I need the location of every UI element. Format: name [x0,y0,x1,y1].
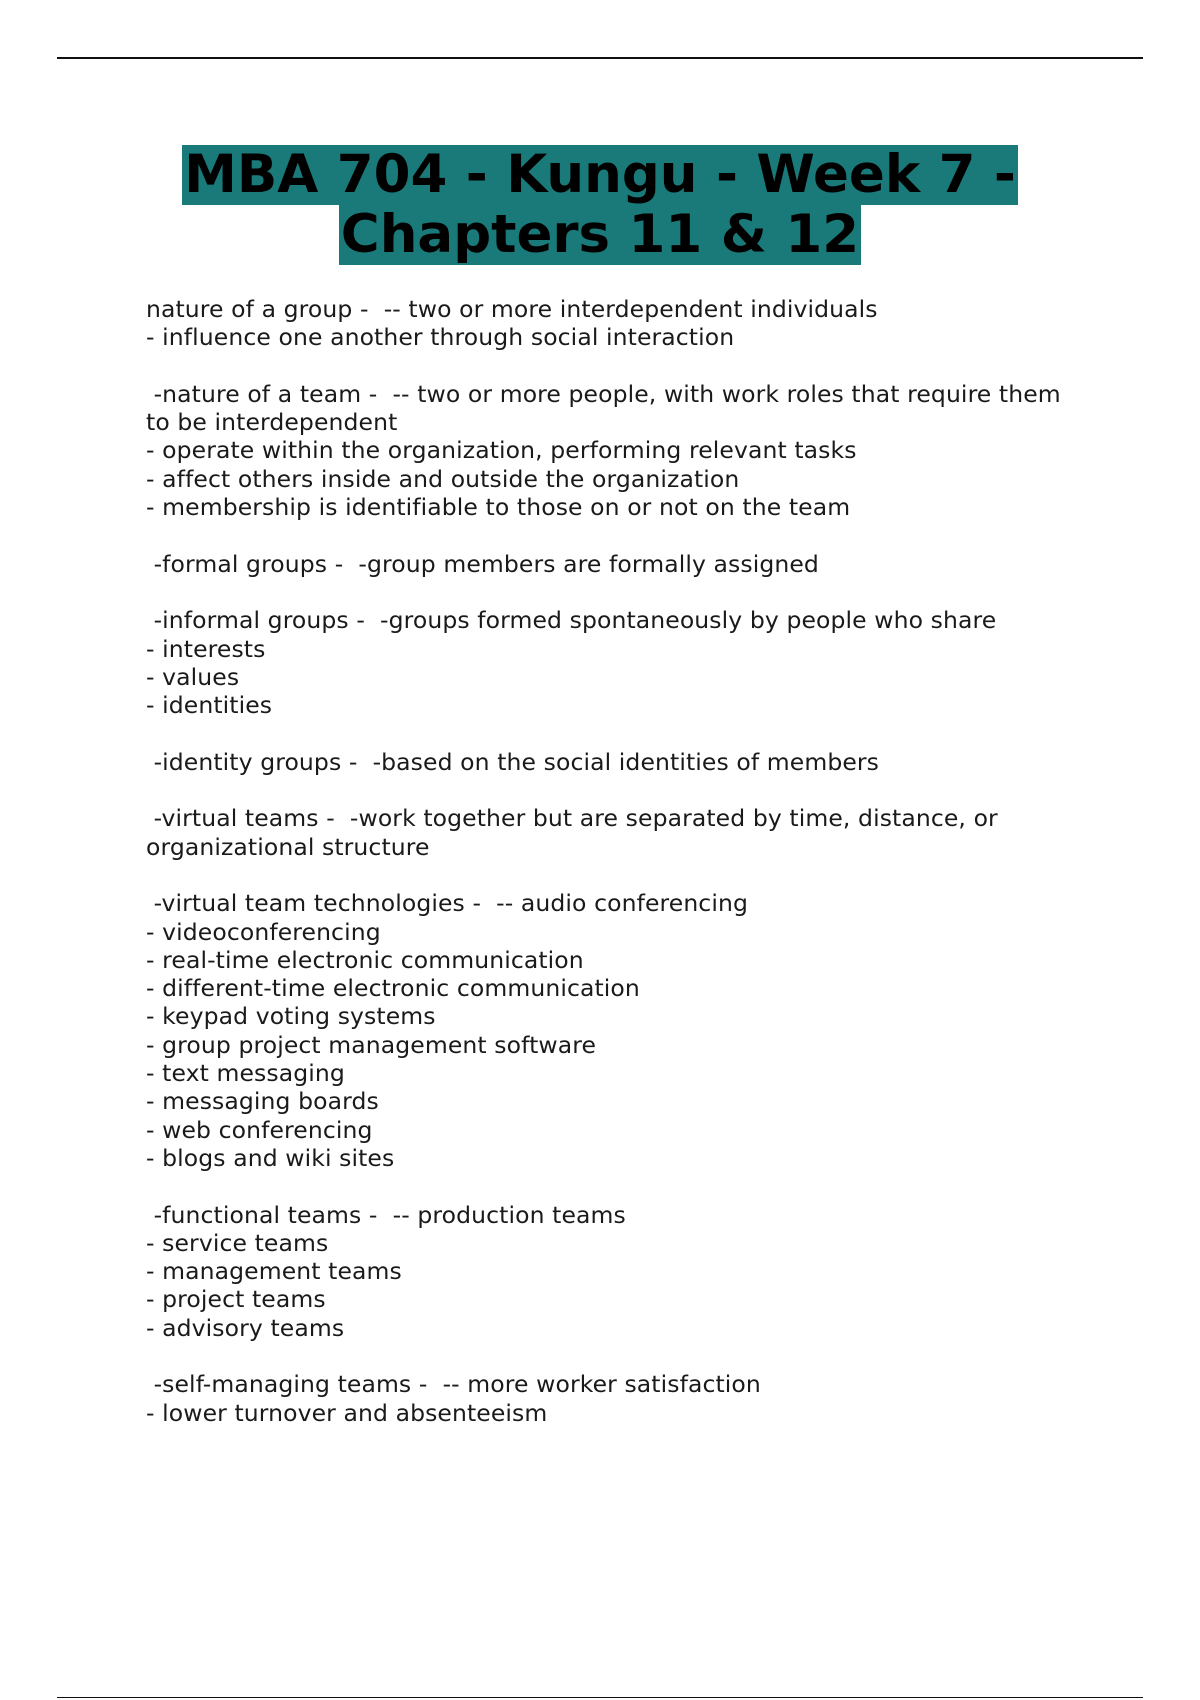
top-rule [57,57,1143,59]
entry-term-line: nature of a group - -- two or more interdependent individuals [146,295,878,323]
entry-detail-line: organizational structure [146,832,430,861]
flashcard-entry [146,606,1106,719]
entry-term-line: -self-managing teams - -- more worker satisfaction [146,1370,761,1399]
flashcard-entry [146,1370,1106,1427]
entry-detail-line: - videoconferencing [146,917,381,946]
entry-detail-line: - keypad voting systems [146,1002,436,1031]
entry-detail-line: - influence one another through social interaction [146,323,735,352]
entry-term-line: -informal groups - -groups formed spontaneously by people who share [146,606,997,635]
entry-detail-line: - lower turnover and absenteeism [146,1398,548,1427]
bottom-rule [57,1697,1143,1698]
flashcard-entry [146,889,1106,1172]
entry-detail-line: - service teams [146,1228,329,1257]
entry-term-line: -identity groups - -based on the social identities of members [146,747,880,776]
entry-detail-line: - web conferencing [146,1115,373,1144]
document-title [0,145,1200,265]
entry-detail-line: - affect others inside and outside the organization [146,464,740,493]
entry-detail-line: - real-time electronic communication [146,945,584,974]
entry-term-line: -nature of a team - -- two or more people, with work roles that require them [146,379,1061,408]
entry-detail-line: - membership is identifiable to those on or not on the team [146,493,851,522]
flashcard-entry [146,748,1106,776]
flashcard-entry [146,295,1106,352]
flashcard-entry [146,1201,1106,1342]
flashcard-entry [146,804,1106,861]
notes-body [146,295,1106,1455]
entry-detail-line: - advisory teams [146,1313,345,1342]
entry-detail-line: - blogs and wiki sites [146,1143,395,1172]
entry-detail-line: - project teams [146,1285,326,1314]
flashcard-entry [146,550,1106,578]
entry-detail-line: - group project management software [146,1030,597,1059]
entry-detail-line: - interests [146,634,266,663]
entry-term-line: -virtual teams - -work together but are separated by time, distance, or [146,804,998,833]
entry-term-line: -functional teams - -- production teams [146,1200,626,1229]
entry-detail-line: - values [146,662,240,691]
entry-detail-line: - operate within the organization, performing relevant tasks [146,436,857,465]
entry-term-line: -formal groups - -group members are formally assigned [146,549,819,578]
entry-detail-line: - messaging boards [146,1087,379,1116]
flashcard-entry [146,380,1106,521]
entry-detail-line: - identities [146,691,273,720]
entry-detail-line: - text messaging [146,1059,345,1088]
entry-detail-line: - management teams [146,1257,402,1286]
entry-detail-line: - different-time electronic communication [146,974,640,1003]
title-line-1: MBA 704 - Kungu - Week 7 - [184,144,1016,205]
entry-term-line: -virtual team technologies - -- audio conferencing [146,889,748,918]
title-line-2: Chapters 11 & 12 [340,204,860,265]
entry-detail-line: to be interdependent [146,408,398,437]
